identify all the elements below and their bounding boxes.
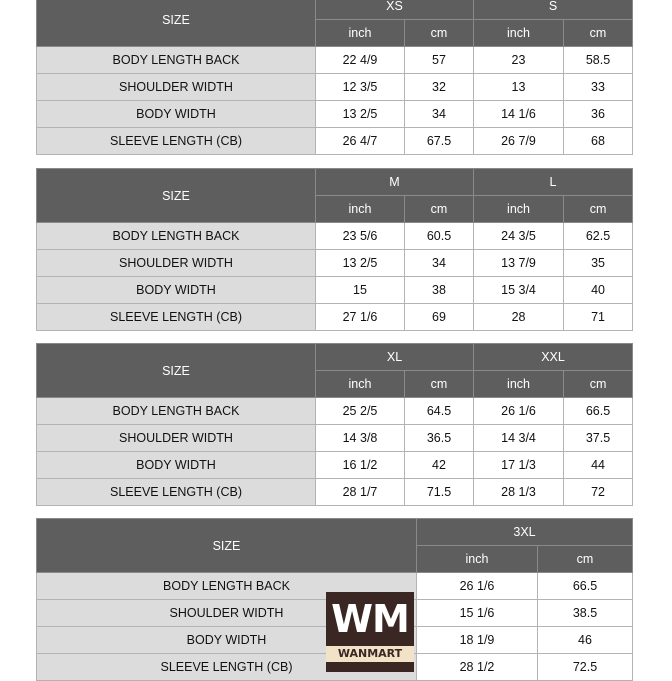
measurement-cell: 38.5 [538,600,633,627]
size-column-header: XS [316,0,474,20]
measurement-cell: 23 5/6 [316,223,405,250]
row-label: SHOULDER WIDTH [37,600,417,627]
measurement-cell: 24 3/5 [474,223,564,250]
table-row [37,74,633,101]
measurement-cell: 13 [474,74,564,101]
size-column-header: L [474,169,633,196]
measurement-cell: 58.5 [564,47,633,74]
measurement-cell: 28 [474,304,564,331]
unit-inch-header: inch [474,371,564,398]
measurement-cell: 34 [405,250,474,277]
row-label: SLEEVE LENGTH (CB) [37,654,417,681]
unit-inch-header: inch [474,20,564,47]
unit-cm-header: cm [405,196,474,223]
measurement-cell: 22 4/9 [316,47,405,74]
measurement-cell: 36.5 [405,425,474,452]
unit-inch-header: inch [316,20,405,47]
measurement-cell: 38 [405,277,474,304]
measurement-cell: 28 1/7 [316,479,405,506]
measurement-cell: 68 [564,128,633,155]
measurement-cell: 32 [405,74,474,101]
table-row [37,398,633,425]
wanmart-logo [326,592,414,672]
measurement-cell: 62.5 [564,223,633,250]
measurement-cell: 14 3/8 [316,425,405,452]
row-label: BODY LENGTH BACK [37,223,316,250]
table-row [37,47,633,74]
table-row [37,128,633,155]
measurement-cell: 57 [405,47,474,74]
measurement-cell: 17 1/3 [474,452,564,479]
row-label: SLEEVE LENGTH (CB) [37,304,316,331]
row-label: BODY WIDTH [37,277,316,304]
measurement-cell: 67.5 [405,128,474,155]
measurement-cell: 26 1/6 [474,398,564,425]
unit-inch-header: inch [316,196,405,223]
row-label: BODY WIDTH [37,101,316,128]
measurement-cell: 44 [564,452,633,479]
size-column-header: 3XL [417,519,633,546]
size-column-header: XL [316,344,474,371]
unit-inch-header: inch [474,196,564,223]
measurement-cell: 71 [564,304,633,331]
measurement-cell: 12 3/5 [316,74,405,101]
measurement-cell: 14 3/4 [474,425,564,452]
measurement-cell: 23 [474,47,564,74]
measurement-cell: 15 1/6 [417,600,538,627]
size-table-xl-xxl [36,343,633,506]
measurement-cell: 25 2/5 [316,398,405,425]
measurement-cell: 27 1/6 [316,304,405,331]
measurement-cell: 46 [538,627,633,654]
logo-mark: WM [331,597,409,641]
table-row [37,277,633,304]
table-row [37,425,633,452]
measurement-cell: 71.5 [405,479,474,506]
size-column-header: M [316,169,474,196]
row-label: BODY LENGTH BACK [37,398,316,425]
size-column-header: XXL [474,344,633,371]
table-row [37,101,633,128]
measurement-cell: 42 [405,452,474,479]
measurement-cell: 16 1/2 [316,452,405,479]
row-label: SLEEVE LENGTH (CB) [37,479,316,506]
unit-cm-header: cm [564,20,633,47]
unit-cm-header: cm [564,196,633,223]
unit-cm-header: cm [538,546,633,573]
measurement-cell: 40 [564,277,633,304]
measurement-cell: 37.5 [564,425,633,452]
logo-name: WANMART [326,646,414,662]
measurement-cell: 26 7/9 [474,128,564,155]
measurement-cell: 15 3/4 [474,277,564,304]
measurement-cell: 13 2/5 [316,101,405,128]
unit-cm-header: cm [405,371,474,398]
size-header: SIZE [37,0,316,47]
measurement-cell: 34 [405,101,474,128]
measurement-cell: 26 4/7 [316,128,405,155]
size-table-m-l [36,168,633,331]
row-label: BODY LENGTH BACK [37,47,316,74]
table-row [37,304,633,331]
measurement-cell: 66.5 [564,398,633,425]
unit-inch-header: inch [417,546,538,573]
measurement-cell: 15 [316,277,405,304]
measurement-cell: 66.5 [538,573,633,600]
row-label: BODY WIDTH [37,627,417,654]
measurement-cell: 33 [564,74,633,101]
measurement-cell: 13 7/9 [474,250,564,277]
measurement-cell: 26 1/6 [417,573,538,600]
row-label: SLEEVE LENGTH (CB) [37,128,316,155]
table-row [37,250,633,277]
size-header: SIZE [37,519,417,573]
measurement-cell: 72 [564,479,633,506]
size-header: SIZE [37,344,316,398]
measurement-cell: 28 1/2 [417,654,538,681]
measurement-cell: 36 [564,101,633,128]
table-row [37,452,633,479]
size-header: SIZE [37,169,316,223]
measurement-cell: 14 1/6 [474,101,564,128]
size-column-header: S [474,0,633,20]
measurement-cell: 72.5 [538,654,633,681]
unit-inch-header: inch [316,371,405,398]
table-row [37,479,633,506]
measurement-cell: 18 1/9 [417,627,538,654]
measurement-cell: 60.5 [405,223,474,250]
row-label: BODY LENGTH BACK [37,573,417,600]
table-row [37,223,633,250]
size-table-xs-s [36,0,633,155]
row-label: SHOULDER WIDTH [37,425,316,452]
row-label: SHOULDER WIDTH [37,74,316,101]
row-label: BODY WIDTH [37,452,316,479]
row-label: SHOULDER WIDTH [37,250,316,277]
measurement-cell: 13 2/5 [316,250,405,277]
unit-cm-header: cm [564,371,633,398]
unit-cm-header: cm [405,20,474,47]
measurement-cell: 35 [564,250,633,277]
measurement-cell: 69 [405,304,474,331]
measurement-cell: 28 1/3 [474,479,564,506]
measurement-cell: 64.5 [405,398,474,425]
